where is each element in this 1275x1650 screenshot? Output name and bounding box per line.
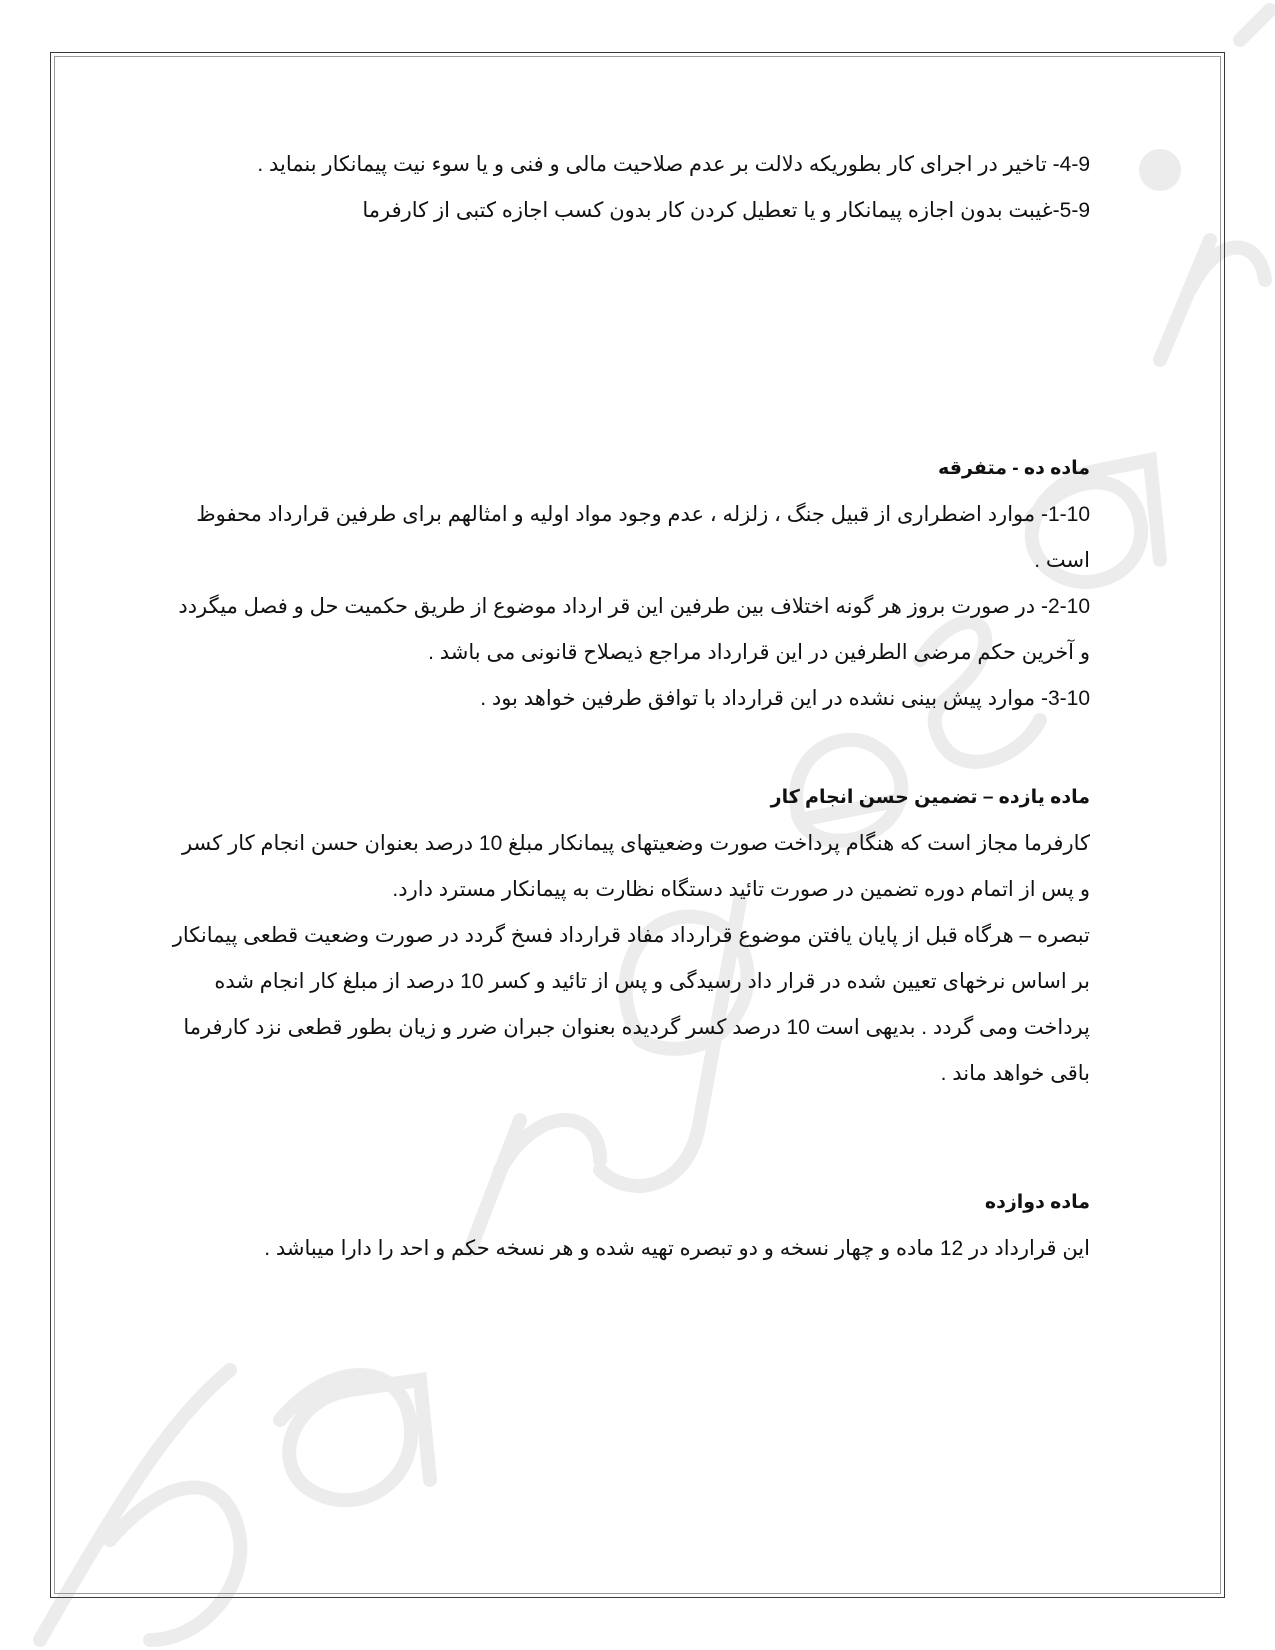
clause-10-1: 1-10- موارد اضطراری از قبیل جنگ ، زلزله ، عدم وجود مواد اولیه و امثالهم برای طرفین قرارداد محفوظ است . [196, 503, 1090, 572]
article-10 [170, 446, 1090, 722]
article-11-body: کارفرما مجاز است که هنگام پرداخت صورت وضعیتهای پیمانکار مبلغ 10 درصد بعنوان حسن انجام کار کسر و پس از اتمام دوره تضمین در صورت تائید دستگاه نظارت به پیمانکار مسترد دارد. [181, 832, 1090, 901]
clause-10-3: 3-10- موارد پیش بینی نشده در این قرارداد با توافق طرفین خواهد بود . [480, 687, 1090, 710]
clause-9-4: 4-9- تاخیر در اجرای کار بطوریکه دلالت بر عدم صلاحیت مالی و فنی و یا سوء نیت پیمانکار بنماید . [257, 153, 1090, 176]
clause-10-2: 2-10- در صورت بروز هر گونه اختلاف بین طرفین این قر ارداد موضوع از طریق حکمیت حل و فصل میگردد و آخرین حکم مرضی الطرفین در این قرارداد مراجع ذیصلاح قانونی می باشد . [178, 595, 1090, 664]
article-11-heading: ماده یازده – تضمین حسن انجام کار [770, 787, 1090, 808]
article-11 [170, 775, 1090, 1097]
article-12-heading: ماده دوازده [984, 1192, 1090, 1213]
article-11-note: تبصره – هرگاه قبل از پایان یافتن موضوع قرارداد مفاد قرارداد فسخ گردد در صورت وضعیت قطعی پیمانکار بر اساس نرخهای تعیین شده در قرار داد رسیدگی و پس از تائید و کسر 10 درصد از مبلغ کار انجام شده پرداخت ومی گردد . بدیهی است 10 درصد کسر گردیده بعنوان جبران ضرر و زیان بطور قطعی نزد کارفرما باقی خواهد ماند . [172, 924, 1090, 1085]
article-9-continued [170, 142, 1090, 234]
article-12-body: این قرارداد در 12 ماده و چهار نسخه و دو تبصره تهیه شده و هر نسخه حکم و احد را دارا میباشد . [264, 1237, 1090, 1260]
article-12 [170, 1180, 1090, 1272]
article-10-heading: ماده ده - متفرقه [938, 458, 1090, 479]
clause-9-5: 5-9-غیبت بدون اجازه پیمانکار و یا تعطیل کردن کار بدون کسب اجازه کتبی از کارفرما [362, 199, 1090, 222]
